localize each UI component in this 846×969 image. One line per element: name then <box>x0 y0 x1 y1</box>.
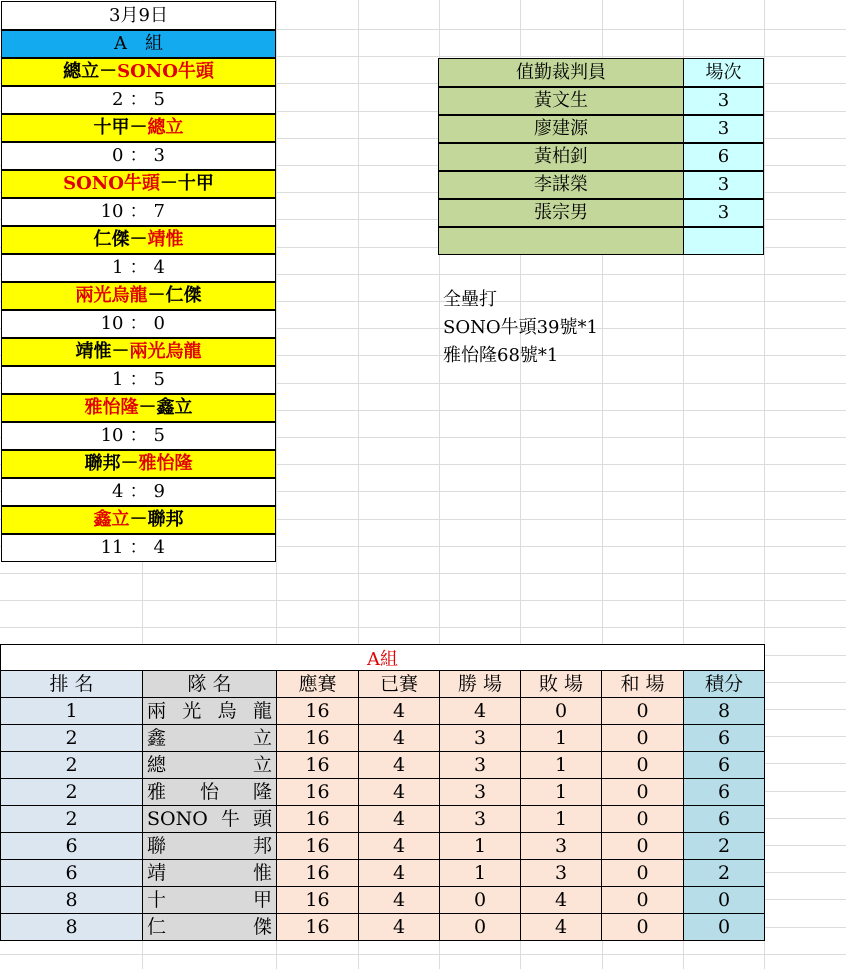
score-colon: ： <box>129 313 148 334</box>
match-separator: － <box>159 173 178 194</box>
away-team: 總立 <box>147 117 184 138</box>
cell-games: 16 <box>277 806 359 833</box>
away-team: 十甲 <box>177 173 214 194</box>
score-colon: ： <box>129 201 148 222</box>
team-name-part: 仁 <box>147 915 167 938</box>
match-teams <box>1 114 276 142</box>
referee-count: 3 <box>683 199 764 227</box>
cell-rank: 1 <box>0 698 143 725</box>
team-name-part: 總 <box>147 753 167 776</box>
cell-points: 6 <box>684 725 765 752</box>
cell-games: 16 <box>277 860 359 887</box>
score-home: 1 <box>112 257 124 278</box>
away-team: 鑫立 <box>156 397 193 418</box>
score-home: 2 <box>112 89 124 110</box>
cell-team <box>143 725 277 752</box>
cell-losses: 4 <box>521 887 602 914</box>
cell-team <box>143 914 277 941</box>
cell-losses: 1 <box>521 725 602 752</box>
cell-wins: 3 <box>440 752 521 779</box>
match-score <box>1 142 276 170</box>
match-teams <box>1 58 276 86</box>
cell-team <box>143 806 277 833</box>
score-home: 10 <box>100 425 124 446</box>
match-score <box>1 478 276 506</box>
referee-count <box>683 227 764 255</box>
score-colon: ： <box>129 481 148 502</box>
away-team: 聯邦 <box>147 509 184 530</box>
match-separator: － <box>111 341 130 362</box>
match-separator: － <box>147 285 166 306</box>
match-teams <box>1 282 276 310</box>
cell-draws: 0 <box>602 752 684 779</box>
team-name-part: 烏 <box>217 699 237 722</box>
team-name-part: 靖 <box>147 861 167 884</box>
team-name-part: 隆 <box>252 780 272 803</box>
team-name-part: SONO <box>147 807 208 830</box>
match-score <box>1 422 276 450</box>
cell-points: 6 <box>684 752 765 779</box>
cell-rank: 6 <box>0 833 143 860</box>
referee-count: 6 <box>683 143 764 171</box>
cell-played: 4 <box>359 779 440 806</box>
referee-name: 黃柏釗 <box>438 143 684 171</box>
group-header: A 組 <box>1 30 276 58</box>
schedule-date: 3月9日 <box>1 1 276 30</box>
score-colon: ： <box>129 425 148 446</box>
home-team: 總立 <box>63 61 100 82</box>
score-away: 7 <box>153 201 165 222</box>
score-colon: ： <box>129 89 148 110</box>
match-separator: － <box>120 453 139 474</box>
cell-losses: 1 <box>521 752 602 779</box>
cell-played: 4 <box>359 914 440 941</box>
cell-played: 4 <box>359 860 440 887</box>
team-name-part: 頭 <box>252 807 272 830</box>
match-separator: － <box>138 397 157 418</box>
cell-team <box>143 887 277 914</box>
away-team: 兩光烏龍 <box>129 341 202 362</box>
cell-draws: 0 <box>602 914 684 941</box>
cell-points: 8 <box>684 698 765 725</box>
cell-wins: 1 <box>440 860 521 887</box>
cell-draws: 0 <box>602 779 684 806</box>
cell-wins: 3 <box>440 725 521 752</box>
match-teams <box>1 338 276 366</box>
cell-played: 4 <box>359 752 440 779</box>
standings-title: A組 <box>0 644 765 671</box>
cell-played: 4 <box>359 887 440 914</box>
match-separator: － <box>129 229 148 250</box>
match-score <box>1 310 276 338</box>
referee-name: 張宗男 <box>438 199 684 227</box>
cell-games: 16 <box>277 833 359 860</box>
cell-wins: 4 <box>440 698 521 725</box>
header-team: 隊 名 <box>143 671 277 698</box>
cell-played: 4 <box>359 725 440 752</box>
home-team: 兩光烏龍 <box>75 285 148 306</box>
cell-draws: 0 <box>602 698 684 725</box>
cell-rank: 6 <box>0 860 143 887</box>
score-away: 3 <box>153 145 165 166</box>
match-teams <box>1 450 276 478</box>
homerun-line: SONO牛頭39號*1 <box>443 317 598 338</box>
team-name-part: 兩 <box>147 699 167 722</box>
away-team: 靖惟 <box>147 229 184 250</box>
score-home: 10 <box>100 201 124 222</box>
match-teams <box>1 170 276 198</box>
header-rank: 排 名 <box>0 671 143 698</box>
team-name-part: 十 <box>147 888 167 911</box>
team-name-part: 甲 <box>252 888 272 911</box>
team-name-part: 光 <box>182 699 202 722</box>
cell-wins: 0 <box>440 887 521 914</box>
homerun-title: 全壘打 <box>443 289 497 310</box>
team-name-part: 傑 <box>252 915 272 938</box>
match-score <box>1 534 276 562</box>
team-name-part: 龍 <box>252 699 272 722</box>
match-score <box>1 366 276 394</box>
cell-team <box>143 779 277 806</box>
cell-rank: 2 <box>0 779 143 806</box>
home-team: 仁傑 <box>93 229 130 250</box>
match-teams <box>1 394 276 422</box>
score-away: 5 <box>153 425 165 446</box>
match-separator: － <box>99 61 118 82</box>
cell-losses: 3 <box>521 860 602 887</box>
referee-header-name: 值勤裁判員 <box>438 58 684 87</box>
home-team: 十甲 <box>93 117 130 138</box>
match-separator: － <box>129 117 148 138</box>
referee-name: 李謀榮 <box>438 171 684 199</box>
home-team: SONO牛頭 <box>63 173 160 194</box>
cell-games: 16 <box>277 725 359 752</box>
cell-losses: 4 <box>521 914 602 941</box>
away-team: SONO牛頭 <box>117 61 214 82</box>
cell-losses: 3 <box>521 833 602 860</box>
cell-draws: 0 <box>602 806 684 833</box>
cell-wins: 3 <box>440 779 521 806</box>
cell-losses: 1 <box>521 806 602 833</box>
cell-points: 2 <box>684 833 765 860</box>
home-team: 聯邦 <box>84 453 121 474</box>
away-team: 仁傑 <box>165 285 202 306</box>
score-home: 11 <box>100 537 124 558</box>
header-games: 應賽 <box>277 671 359 698</box>
team-name-part: 立 <box>252 753 272 776</box>
cell-losses: 0 <box>521 698 602 725</box>
cell-rank: 8 <box>0 887 143 914</box>
team-name-part: 惟 <box>252 861 272 884</box>
cell-draws: 0 <box>602 725 684 752</box>
score-home: 10 <box>100 313 124 334</box>
referee-name <box>438 227 684 255</box>
team-name-part: 邦 <box>252 834 272 857</box>
team-name-part: 聯 <box>147 834 167 857</box>
match-separator: － <box>129 509 148 530</box>
cell-played: 4 <box>359 806 440 833</box>
cell-draws: 0 <box>602 860 684 887</box>
cell-team <box>143 833 277 860</box>
referee-count: 3 <box>683 171 764 199</box>
match-score <box>1 198 276 226</box>
homerun-line: 雅怡隆68號*1 <box>443 345 559 366</box>
header-draws: 和 場 <box>602 671 684 698</box>
score-home: 4 <box>112 481 124 502</box>
score-home: 0 <box>112 145 124 166</box>
header-points: 積分 <box>684 671 765 698</box>
cell-rank: 8 <box>0 914 143 941</box>
header-wins: 勝 場 <box>440 671 521 698</box>
cell-team <box>143 698 277 725</box>
team-name-part: 立 <box>252 726 272 749</box>
cell-rank: 2 <box>0 725 143 752</box>
cell-wins: 0 <box>440 914 521 941</box>
score-colon: ： <box>129 369 148 390</box>
cell-games: 16 <box>277 752 359 779</box>
team-name-part: 鑫 <box>147 726 167 749</box>
cell-games: 16 <box>277 779 359 806</box>
score-home: 1 <box>112 369 124 390</box>
score-colon: ： <box>129 257 148 278</box>
cell-games: 16 <box>277 698 359 725</box>
team-name-part: 牛 <box>220 807 240 830</box>
score-colon: ： <box>129 537 148 558</box>
cell-losses: 1 <box>521 779 602 806</box>
score-away: 9 <box>153 481 165 502</box>
referee-name: 廖建源 <box>438 115 684 143</box>
score-away: 4 <box>153 537 165 558</box>
cell-points: 0 <box>684 887 765 914</box>
referee-header-count: 場次 <box>683 58 764 87</box>
cell-draws: 0 <box>602 887 684 914</box>
score-away: 4 <box>153 257 165 278</box>
match-teams <box>1 506 276 534</box>
cell-points: 6 <box>684 806 765 833</box>
cell-team <box>143 860 277 887</box>
home-team: 靖惟 <box>75 341 112 362</box>
cell-games: 16 <box>277 914 359 941</box>
match-teams <box>1 226 276 254</box>
cell-team <box>143 752 277 779</box>
cell-rank: 2 <box>0 806 143 833</box>
away-team: 雅怡隆 <box>138 453 193 474</box>
match-score <box>1 254 276 282</box>
referee-count: 3 <box>683 87 764 115</box>
match-score <box>1 86 276 114</box>
score-colon: ： <box>129 145 148 166</box>
cell-wins: 1 <box>440 833 521 860</box>
header-losses: 敗 場 <box>521 671 602 698</box>
cell-draws: 0 <box>602 833 684 860</box>
cell-points: 0 <box>684 914 765 941</box>
team-name-part: 雅 <box>147 780 167 803</box>
score-away: 5 <box>153 89 165 110</box>
score-away: 5 <box>153 369 165 390</box>
cell-wins: 3 <box>440 806 521 833</box>
cell-points: 6 <box>684 779 765 806</box>
cell-played: 4 <box>359 698 440 725</box>
cell-played: 4 <box>359 833 440 860</box>
team-name-part: 怡 <box>199 780 219 803</box>
home-team: 鑫立 <box>93 509 130 530</box>
header-played: 已賽 <box>359 671 440 698</box>
cell-games: 16 <box>277 887 359 914</box>
cell-points: 2 <box>684 860 765 887</box>
home-team: 雅怡隆 <box>84 397 139 418</box>
referee-name: 黃文生 <box>438 87 684 115</box>
cell-rank: 2 <box>0 752 143 779</box>
score-away: 0 <box>153 313 165 334</box>
referee-count: 3 <box>683 115 764 143</box>
